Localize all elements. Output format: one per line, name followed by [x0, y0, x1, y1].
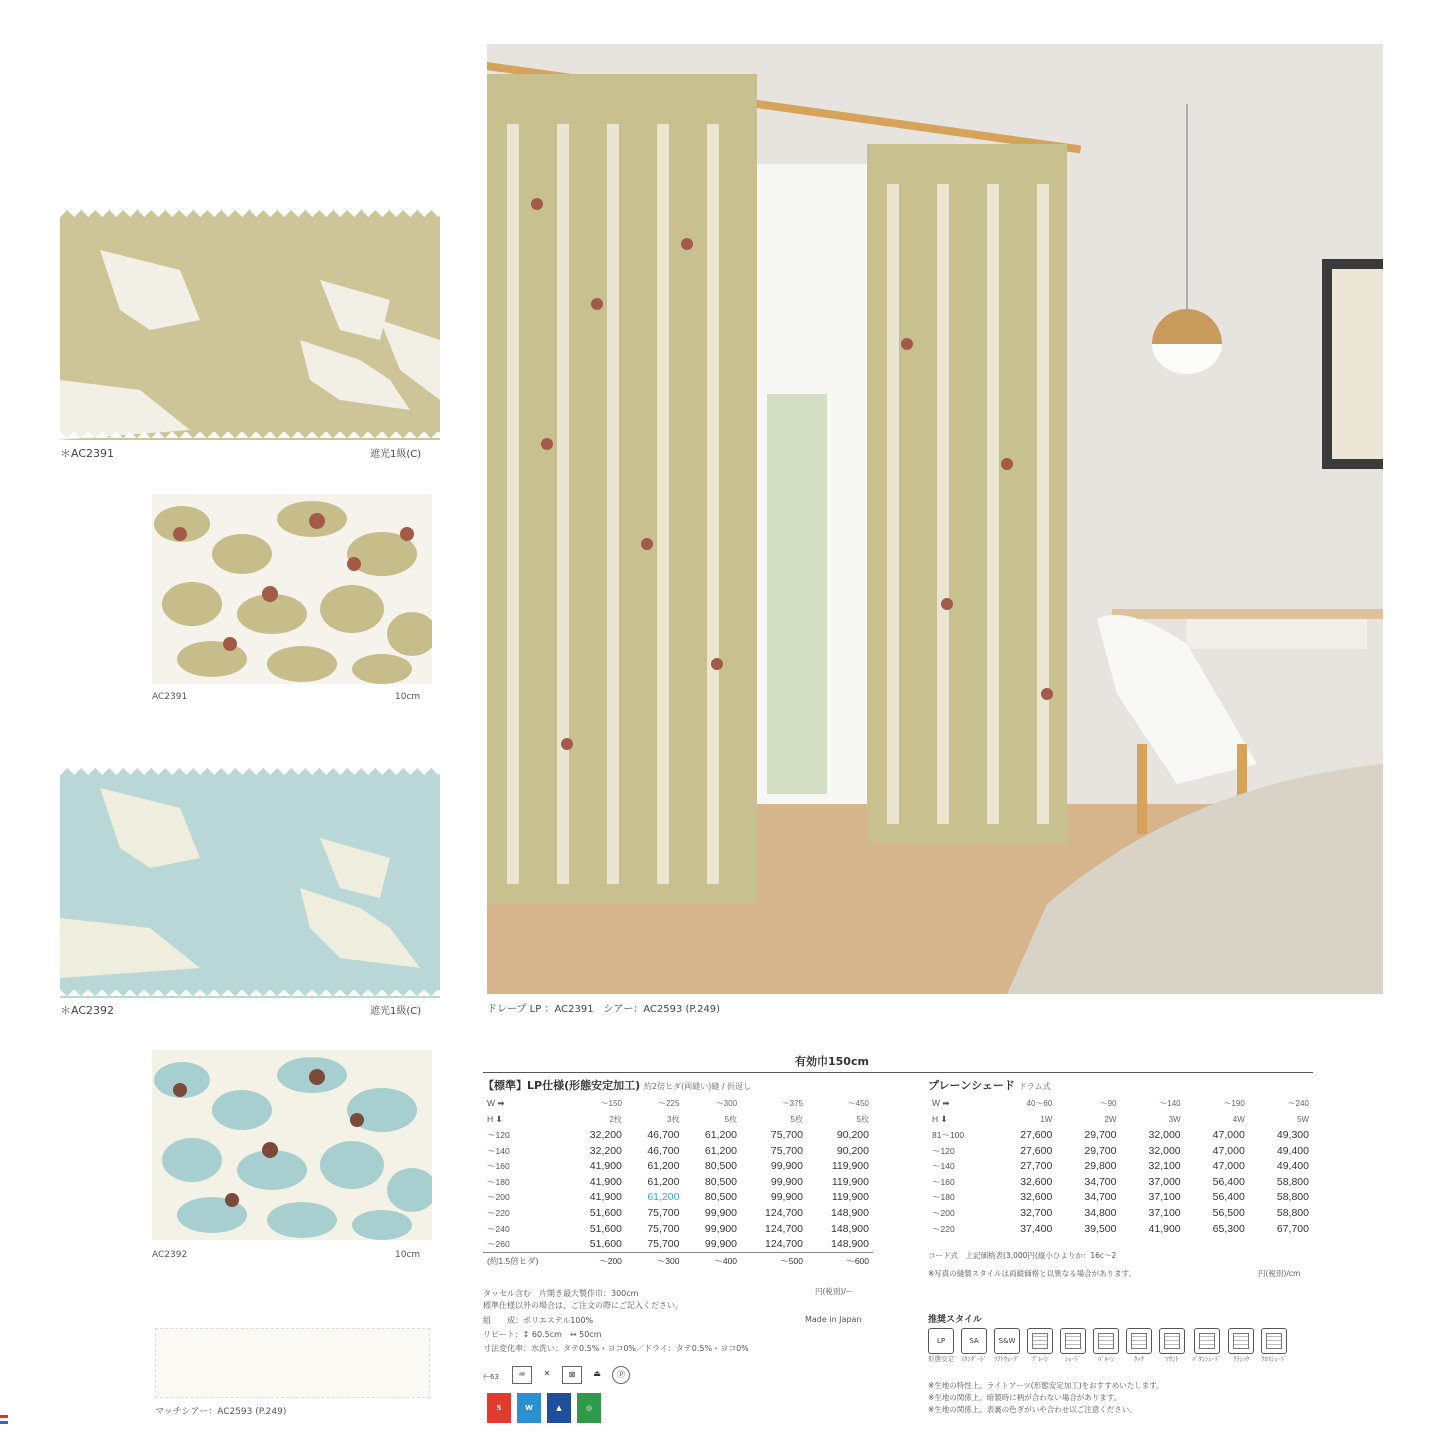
lp-height-label: ～160 [487, 1161, 510, 1172]
shade-price-cell: 58,800 [1276, 1206, 1309, 1219]
lp-price-cell: 61,200 [647, 1175, 680, 1188]
shade-height-label: ～160 [932, 1176, 955, 1187]
spec-made: Made in Japan [805, 1315, 862, 1324]
lp-height-label: ～180 [487, 1176, 510, 1187]
style-item [961, 1328, 987, 1363]
swatch-code: ＊AC2392 [60, 1004, 115, 1017]
shade-price-cell: 27,700 [1020, 1160, 1053, 1173]
lp-price-cell: 75,700 [647, 1238, 680, 1251]
badge-icon: 5 [487, 1393, 511, 1423]
lp-row [483, 1127, 873, 1143]
shade-price-cell: 34,700 [1084, 1191, 1117, 1204]
care-icons [512, 1366, 630, 1384]
lp-height-label: ～200 [487, 1192, 510, 1203]
lp-price-cell: 61,200 [704, 1128, 738, 1141]
style-item [1228, 1328, 1254, 1363]
shade-price-cell: 37,400 [1020, 1222, 1053, 1235]
lp-subtitle: 約2倍ヒダ(両縫い)縫 / 折返し [643, 1082, 752, 1091]
lp-price-cell: 41,900 [589, 1160, 622, 1173]
lp-price-cell: 32,200 [589, 1128, 622, 1141]
shade-width: ～190 [1223, 1099, 1245, 1109]
lp-price-cell: 99,900 [704, 1206, 738, 1219]
style-icon [1126, 1328, 1152, 1354]
swatch-ac2392-small [152, 1050, 432, 1240]
lp-price-cell: 80,500 [704, 1191, 738, 1204]
lp-price-cell: 75,700 [770, 1128, 803, 1141]
shade-price-cell: 67,700 [1276, 1222, 1309, 1235]
style-label: ｽﾀﾝﾀﾞｰﾄﾞ [961, 1355, 987, 1363]
lp-price-cell: 51,600 [589, 1206, 622, 1219]
shade-row [928, 1127, 1313, 1143]
style-note: ※生地の関係上、表裏の色ぎがいや合わせ以ご注意ください。 [928, 1405, 1137, 1414]
shade-row [928, 1190, 1313, 1206]
lp-price-cell: 148,900 [831, 1206, 869, 1219]
lp-price-cell: 148,900 [831, 1222, 869, 1235]
lp-row [483, 1174, 873, 1190]
lp-price-table [483, 1096, 873, 1269]
style-label: ﾊﾟﾀﾝｼｪｰﾄﾞ [1192, 1355, 1222, 1363]
lp-width: ～450 [847, 1099, 869, 1109]
shade-price-cell: 32,600 [1020, 1175, 1053, 1188]
shade-price-cell: 37,100 [1148, 1191, 1181, 1204]
shade-row [928, 1174, 1313, 1190]
spec-line1: タッセル含む 片開き最大製作巾：300cm [483, 1289, 639, 1298]
lp-price-cell: 99,900 [770, 1191, 803, 1204]
lp-price-cell: 46,700 [647, 1128, 680, 1141]
shade-cord-note: コード式 上記価格表(3,000円(縦小ひよりか：16c～2 [928, 1251, 1117, 1260]
shade-price-cell: 39,500 [1084, 1222, 1117, 1235]
lp-unit: 円(税別)/ー [815, 1287, 854, 1296]
lp-price-cell: 99,900 [770, 1160, 803, 1173]
style-item [1060, 1328, 1086, 1363]
lp-foot: ～600 [846, 1255, 869, 1266]
lp-width-row [483, 1096, 873, 1112]
wash-icon: ♒ [512, 1366, 532, 1384]
lp-price-cell: 119,900 [831, 1191, 869, 1204]
shade-width: ～90 [1099, 1099, 1117, 1109]
shade-w-label: W ➡ [932, 1098, 950, 1109]
shade-row [928, 1158, 1313, 1174]
sheer-caption: マッチシアー：AC2593 (P.249) [155, 1407, 287, 1417]
shade-price-cell: 47,000 [1212, 1160, 1245, 1173]
lp-price-cell: 41,900 [589, 1191, 622, 1204]
lp-price-cell: 61,200 [704, 1144, 738, 1157]
style-note: ※生地の関係上、暗製時に柄が合わない場合があります。 [928, 1393, 1122, 1402]
style-label: ｼｪｰﾄﾞ [1064, 1355, 1082, 1363]
styles-title: 推奨スタイル [928, 1315, 982, 1325]
lp-price-cell: 124,700 [765, 1206, 803, 1219]
lp-height-label: ～260 [487, 1239, 510, 1250]
lp-price-cell: 51,600 [589, 1222, 622, 1235]
leaf-pattern-large [60, 210, 440, 440]
lp-price-cell: 41,900 [589, 1175, 622, 1188]
effective-width: 有効巾150cm [795, 1055, 869, 1068]
shade-note: ※写真の縫製スタイルは両縦価格と以異なる場合があります。 [928, 1269, 1137, 1278]
lp-foot: ～400 [714, 1255, 738, 1266]
lp-row [483, 1205, 873, 1221]
style-icon [1261, 1328, 1287, 1354]
style-item [1093, 1328, 1119, 1363]
shade-price-cell: 34,800 [1084, 1206, 1117, 1219]
badge-icon: ◎ [577, 1393, 601, 1423]
style-icon [1027, 1328, 1053, 1354]
lp-row [483, 1236, 873, 1252]
shade-panel: 4W [1232, 1114, 1245, 1124]
style-item [1192, 1328, 1221, 1363]
room-photo [487, 44, 1383, 994]
style-label: ﾌﾟﾚｰﾝ [1031, 1355, 1049, 1363]
lp-price-cell: 61,200 [647, 1160, 680, 1173]
lp-price-cell: 99,900 [770, 1175, 803, 1188]
shade-height-label: ～120 [932, 1145, 955, 1156]
lp-price-cell: 148,900 [831, 1238, 869, 1251]
lp-price-cell: 80,500 [704, 1160, 738, 1173]
shade-price-table [928, 1096, 1313, 1236]
lp-price-cell: 75,700 [647, 1206, 680, 1219]
lp-height-label: ～220 [487, 1207, 510, 1218]
shade-price-cell: 49,400 [1276, 1160, 1309, 1173]
shade-price-cell: 32,600 [1020, 1191, 1053, 1204]
lp-width: ～150 [600, 1099, 622, 1109]
edge-mark [0, 1415, 8, 1418]
style-icon: S&W [994, 1328, 1020, 1354]
iron-icon: ⏏ [593, 1369, 601, 1378]
shade-price-cell: 47,000 [1212, 1144, 1245, 1157]
shade-title-text: プレーンシェード [928, 1079, 1015, 1092]
style-icon: SA [961, 1328, 987, 1354]
shade-panel: 2W [1104, 1114, 1117, 1124]
table-rule [483, 1072, 1313, 1073]
style-icons [928, 1328, 1287, 1363]
no-bleach-icon: ✕ [543, 1369, 551, 1378]
shade-price-cell: 29,700 [1084, 1144, 1117, 1157]
style-item [994, 1328, 1020, 1363]
lp-price-cell: 61,200 [647, 1191, 680, 1204]
lp-h-label: H ⬇ [487, 1113, 503, 1124]
lp-foot: ～300 [656, 1255, 680, 1266]
photo-caption: ドレープ LP ：AC2391 シアー：AC2593 (P.249) [487, 1004, 721, 1015]
style-label: ﾊﾞﾙｰﾝ [1097, 1355, 1115, 1363]
shade-price-cell: 58,800 [1276, 1191, 1309, 1204]
shade-height-label: ～220 [932, 1223, 955, 1234]
lp-foot-row [483, 1252, 873, 1268]
lp-price-cell: 90,200 [836, 1144, 869, 1157]
lp-price-cell: 99,900 [704, 1238, 738, 1251]
spec-shrink: 寸法変化率：水洗い：タテ0.5%・ヨコ0%／ドライ：タテ0.5%・ヨコ0% [483, 1344, 749, 1353]
shade-h-label: H ⬇ [932, 1113, 948, 1124]
style-icon [1194, 1328, 1220, 1354]
swatch-scale: 10cm [395, 1250, 421, 1260]
shade-panel: 5W [1297, 1114, 1309, 1124]
badge-icon: ▲ [547, 1393, 571, 1423]
style-label: ｸﾗｼｯｸ [1233, 1355, 1250, 1363]
shade-height-label: ～180 [932, 1192, 955, 1203]
shade-panel: 1W [1040, 1114, 1053, 1124]
swatch-ac2392-large [60, 768, 440, 998]
shade-price-cell: 27,600 [1020, 1144, 1053, 1157]
shade-price-cell: 41,900 [1148, 1222, 1181, 1235]
lp-price-cell: 119,900 [831, 1175, 869, 1188]
shade-width: ～240 [1287, 1099, 1309, 1109]
lp-price-cell: 99,900 [704, 1222, 738, 1235]
style-label: 形態安定 [928, 1355, 954, 1363]
lp-price-cell: 32,200 [589, 1144, 622, 1157]
lp-price-cell: 119,900 [831, 1160, 869, 1173]
lp-panel-row [483, 1112, 873, 1128]
shade-width: ～140 [1159, 1099, 1181, 1109]
lp-panel: 5枚 [790, 1114, 803, 1124]
style-item [1261, 1328, 1287, 1363]
style-icon [1159, 1328, 1185, 1354]
shade-width: 40～60 [1026, 1099, 1053, 1109]
shade-price-cell: 65,300 [1212, 1222, 1245, 1235]
shade-price-cell: 49,300 [1276, 1128, 1309, 1141]
leaf-pattern-large-blue [60, 768, 440, 998]
shade-price-cell: 27,600 [1020, 1128, 1053, 1141]
shade-price-cell: 29,700 [1084, 1128, 1117, 1141]
shade-price-cell: 56,500 [1212, 1206, 1245, 1219]
swatch-ac2391-large [60, 210, 440, 440]
leaf-dot-pattern [152, 494, 432, 684]
style-item [928, 1328, 954, 1363]
lp-row [483, 1190, 873, 1206]
shade-price-cell: 32,100 [1148, 1160, 1181, 1173]
shade-subtitle: ドラム式 [1018, 1082, 1051, 1091]
swatch-ac2391-small [152, 494, 432, 684]
spec-composition: 組 成：ポリエステル100% [483, 1316, 594, 1325]
lp-row [483, 1221, 873, 1237]
style-icon [1093, 1328, 1119, 1354]
lp-price-cell: 90,200 [836, 1128, 869, 1141]
edge-mark [0, 1421, 8, 1424]
shade-row [928, 1205, 1313, 1221]
lp-price-cell: 80,500 [704, 1175, 738, 1188]
lp-foot-label: (約1.5倍ヒダ) [487, 1255, 539, 1266]
swatch-sheer [155, 1328, 430, 1398]
shade-price-cell: 32,000 [1148, 1128, 1181, 1141]
lp-width: ～225 [658, 1099, 680, 1109]
lp-height-label: ～140 [487, 1145, 510, 1156]
lp-price-cell: 46,700 [647, 1144, 680, 1157]
style-label: ﾏｳﾝﾄ [1165, 1355, 1179, 1363]
lp-panel: 5枚 [856, 1114, 869, 1124]
style-item [1027, 1328, 1053, 1363]
lp-panel: 2枚 [609, 1114, 622, 1124]
shade-unit: 円(税別)/cm [1258, 1269, 1301, 1278]
shade-row [928, 1221, 1313, 1237]
shade-price-cell: 47,000 [1212, 1128, 1245, 1141]
lp-table-body [483, 1127, 873, 1252]
lp-table-title [483, 1077, 751, 1093]
badge-icon: W [517, 1393, 541, 1423]
shade-price-cell: 49,400 [1276, 1144, 1309, 1157]
shade-price-cell: 37,100 [1148, 1206, 1181, 1219]
lp-row [483, 1143, 873, 1159]
style-label: ｸﾛｽｼｪｰﾄﾞ [1261, 1355, 1288, 1363]
lp-price-cell: 124,700 [765, 1222, 803, 1235]
style-icon: LP [928, 1328, 954, 1354]
lp-foot: ～200 [599, 1255, 622, 1266]
swatch-code-small: AC2391 [152, 692, 188, 702]
spec-line2: 標準仕様以外の場合は、ご注文の際にご記入ください。 [483, 1301, 683, 1310]
lp-price-cell: 75,700 [770, 1144, 803, 1157]
shade-panel: 3W [1168, 1114, 1181, 1124]
shade-table-body [928, 1127, 1313, 1236]
lp-height-label: ～120 [487, 1129, 510, 1140]
lp-panel: 5枚 [724, 1114, 738, 1124]
lp-foot: ～500 [780, 1255, 803, 1266]
certification-badges [487, 1393, 601, 1423]
swatch-rating: 遮光1級(C) [370, 449, 422, 460]
lp-panel: 3枚 [667, 1114, 680, 1124]
swatch-scale: 10cm [395, 692, 421, 702]
lp-price-cell: 124,700 [765, 1238, 803, 1251]
style-icon [1060, 1328, 1086, 1354]
shade-panel-row [928, 1112, 1313, 1128]
style-icon [1228, 1328, 1254, 1354]
lp-title-text: 【標準】LP仕様(形態安定加工) [483, 1079, 641, 1092]
shade-height-label: ～200 [932, 1207, 955, 1218]
lp-width: ～300 [715, 1099, 738, 1109]
style-item [1159, 1328, 1185, 1363]
lp-price-cell: 51,600 [589, 1238, 622, 1251]
shade-width-row [928, 1096, 1313, 1112]
shade-price-cell: 29,800 [1084, 1160, 1117, 1173]
lp-width: ～375 [781, 1099, 803, 1109]
dry-clean-icon: Ⓟ [612, 1366, 630, 1384]
spec-repeat: リピート：↕ 60.5cm ↔ 50cm [483, 1330, 602, 1339]
no-tumble-icon: ⊠ [562, 1366, 582, 1384]
shade-price-cell: 37,000 [1148, 1175, 1181, 1188]
shade-price-cell: 32,700 [1020, 1206, 1053, 1219]
lp-height-label: ～240 [487, 1223, 510, 1234]
shade-price-cell: 56,400 [1212, 1175, 1245, 1188]
lp-price-cell: 75,700 [647, 1222, 680, 1235]
shade-height-label: ～140 [932, 1161, 955, 1172]
lp-w-label: W ➡ [487, 1098, 505, 1109]
shade-price-cell: 56,400 [1212, 1191, 1245, 1204]
swatch-code-small: AC2392 [152, 1250, 188, 1260]
shade-row [928, 1143, 1313, 1159]
room-illustration [487, 44, 1383, 994]
shade-height-label: 81～100 [932, 1129, 965, 1140]
style-item [1126, 1328, 1152, 1363]
swatch-rating: 遮光1級(C) [370, 1006, 422, 1017]
lp-row [483, 1158, 873, 1174]
style-label: ｿﾌﾄｳｪｰﾌﾞ [994, 1355, 1020, 1363]
style-note: ※生地の特性上、ライトアーツ(形態安定加工)をおすすめいたします。 [928, 1381, 1164, 1390]
style-label: ﾀｯｸ [1134, 1355, 1144, 1363]
shade-price-cell: 58,800 [1276, 1175, 1309, 1188]
care-label: ﾁｰ63 [483, 1373, 499, 1381]
shade-price-cell: 32,000 [1148, 1144, 1181, 1157]
shade-price-cell: 34,700 [1084, 1175, 1117, 1188]
leaf-dot-pattern-blue [152, 1050, 432, 1240]
shade-table-title [928, 1077, 1051, 1093]
swatch-code: ＊AC2391 [60, 447, 115, 460]
